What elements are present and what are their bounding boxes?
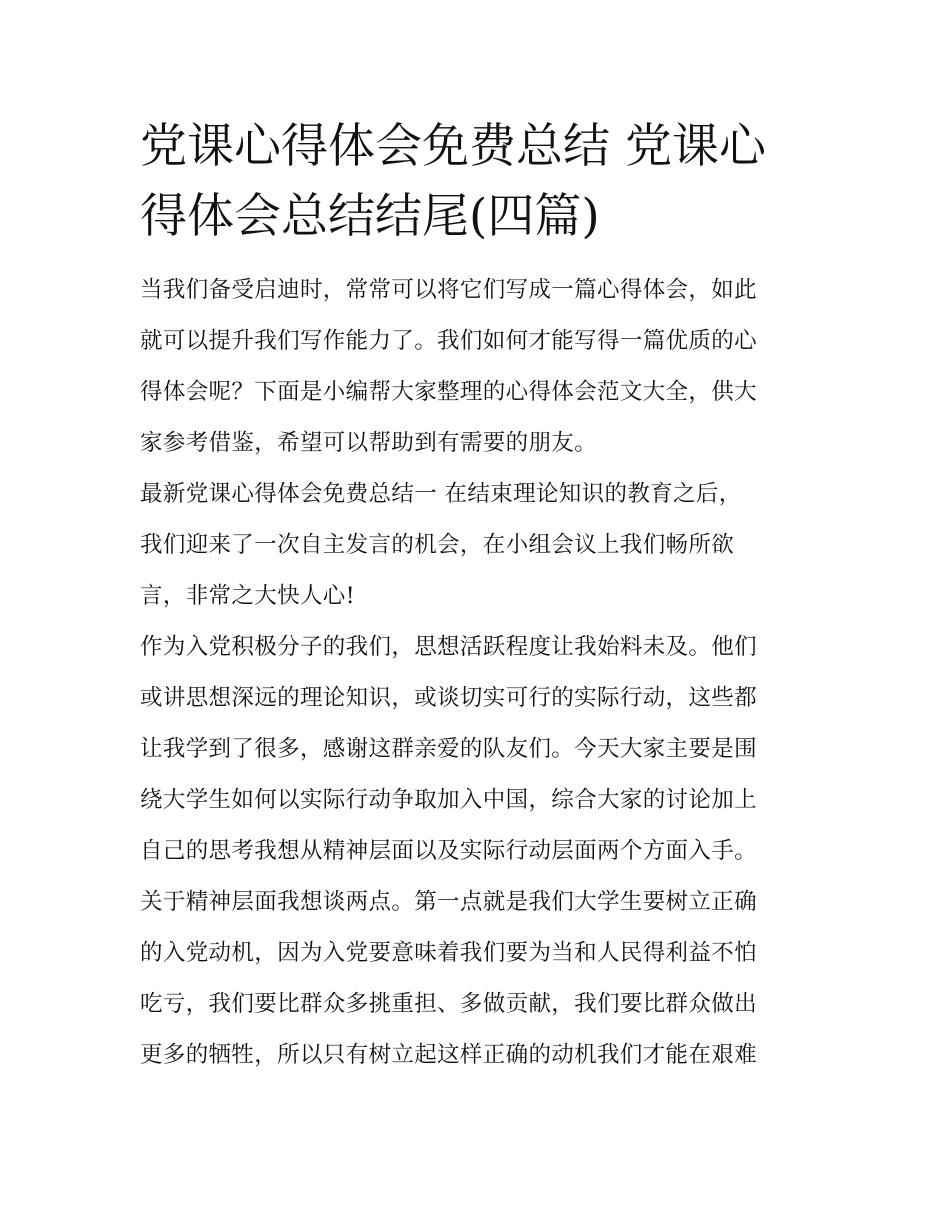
body-text-line: 绕大学生如何以实际行动争取加入中国，综合大家的讨论加上 (140, 787, 757, 813)
body-text-line: 家参考借鉴，希望可以帮助到有需要的朋友。 (140, 430, 598, 456)
body-text-line: 最新党课心得体会免费总结一 在结束理论知识的教育之后， (140, 481, 742, 507)
body-text-line: 就可以提升我们写作能力了。我们如何才能写得一篇优质的心 (140, 328, 757, 354)
body-text-line: 作为入党积极分子的我们，思想活跃程度让我始料未及。他们 (140, 634, 757, 660)
body-text-line: 当我们备受启迪时，常常可以将它们写成一篇心得体会，如此 (140, 277, 757, 303)
body-text-line: 我们迎来了一次自主发言的机会，在小组会议上我们畅所欲 (140, 532, 735, 558)
body-text-line: 或讲思想深远的理论知识，或谈切实可行的实际行动，这些都 (140, 685, 757, 711)
title-line: 党课心得体会免费总结 党课心 (140, 119, 766, 174)
body-text-line: 更多的牺牲，所以只有树立起这样正确的动机我们才能在艰难 (140, 1042, 757, 1068)
body-text-line: 让我学到了很多，感谢这群亲爱的队友们。今天大家主要是围 (140, 736, 757, 762)
body-text-line: 言，非常之大快人心! (140, 583, 356, 609)
title-line: 得体会总结结尾(四篇) (140, 189, 600, 244)
body-text-line: 自己的思考我想从精神层面以及实际行动层面两个方面入手。 (140, 838, 757, 864)
document-title (140, 112, 812, 252)
document-content (140, 112, 812, 1081)
body-text-line: 吃亏，我们要比群众多挑重担、多做贡献，我们要比群众做出 (140, 991, 757, 1017)
body-text-line: 关于精神层面我想谈两点。第一点就是我们大学生要树立正确 (140, 889, 757, 915)
body-text-line: 得体会呢？下面是小编帮大家整理的心得体会范文大全，供大 (140, 379, 757, 405)
body-text-line: 的入党动机，因为入党要意味着我们要为当和人民得利益不怕 (140, 940, 757, 966)
document-body (140, 265, 812, 1081)
